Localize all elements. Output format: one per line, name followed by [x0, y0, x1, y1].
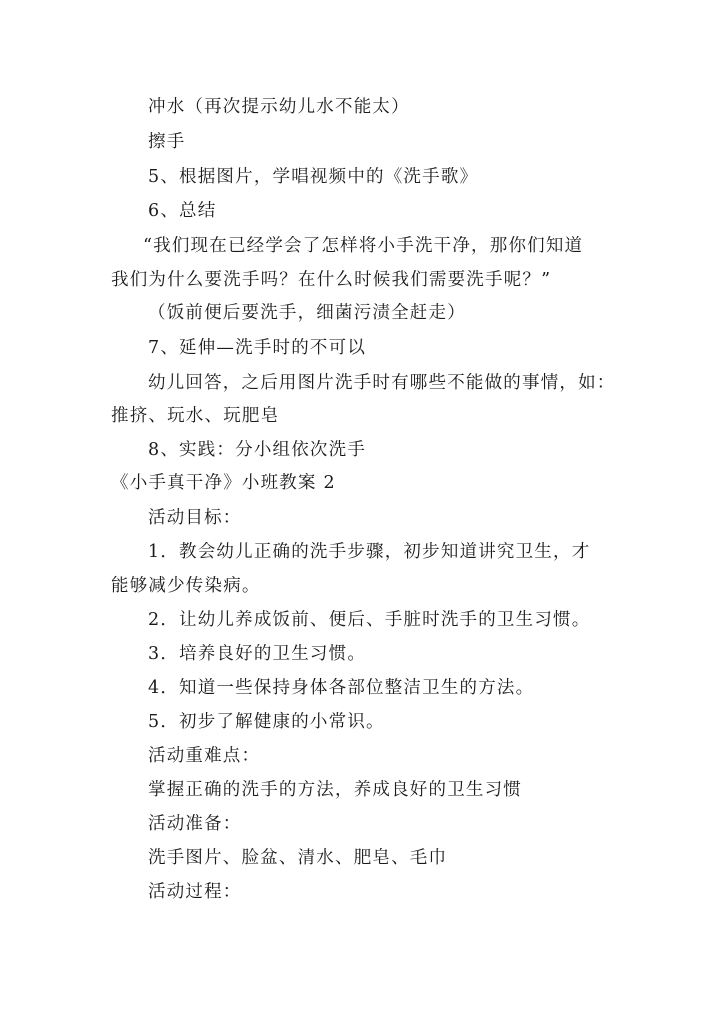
text-line: 推挤、玩水、玩肥皂 — [111, 406, 280, 426]
text-line: 2．让幼儿养成饭前、便后、手脏时洗手的卫生习惯。 — [148, 610, 591, 630]
text-line: 幼儿回答，之后用图片洗手时有哪些不能做的事情，如： — [148, 373, 616, 393]
text-line: 擦手 — [148, 132, 186, 152]
text-line: 4．知道一些保持身体各部位整洁卫生的方法。 — [148, 678, 535, 698]
text-line: 活动准备： — [148, 814, 242, 834]
text-line: 1．教会幼儿正确的洗手步骤，初步知道讲究卫生，才 — [148, 542, 591, 562]
text-line: 能够减少传染病。 — [111, 576, 261, 596]
text-line: 活动过程： — [148, 882, 242, 902]
text-line: 我们为什么要洗手吗？在什么时候我们需要洗手呢？” — [111, 270, 552, 290]
text-line: 活动重难点： — [148, 746, 261, 766]
text-line: 3．培养良好的卫生习惯。 — [148, 644, 367, 664]
text-line: 洗手图片、脸盆、清水、肥皂、毛巾 — [148, 848, 448, 868]
text-line: “我们现在已经学会了怎样将小手洗干净，那你们知道 — [143, 236, 584, 256]
text-line: 5、根据图片，学唱视频中的《洗手歌》 — [148, 167, 479, 187]
text-line: 掌握正确的洗手的方法，养成良好的卫生习惯 — [148, 780, 522, 800]
section-title: 《小手真干净》小班教案 2 — [111, 473, 336, 493]
text-line: 冲水（再次提示幼儿水不能太） — [148, 97, 410, 117]
text-line: 5．初步了解健康的小常识。 — [148, 712, 385, 732]
text-line: 8、实践：分小组依次洗手 — [148, 440, 367, 460]
text-line: （饭前便后要洗手，细菌污渍全赶走） — [148, 303, 466, 323]
text-line: 6、总结 — [148, 201, 217, 221]
text-line: 活动目标： — [148, 508, 242, 528]
text-line: 7、延伸—洗手时的不可以 — [148, 338, 367, 358]
